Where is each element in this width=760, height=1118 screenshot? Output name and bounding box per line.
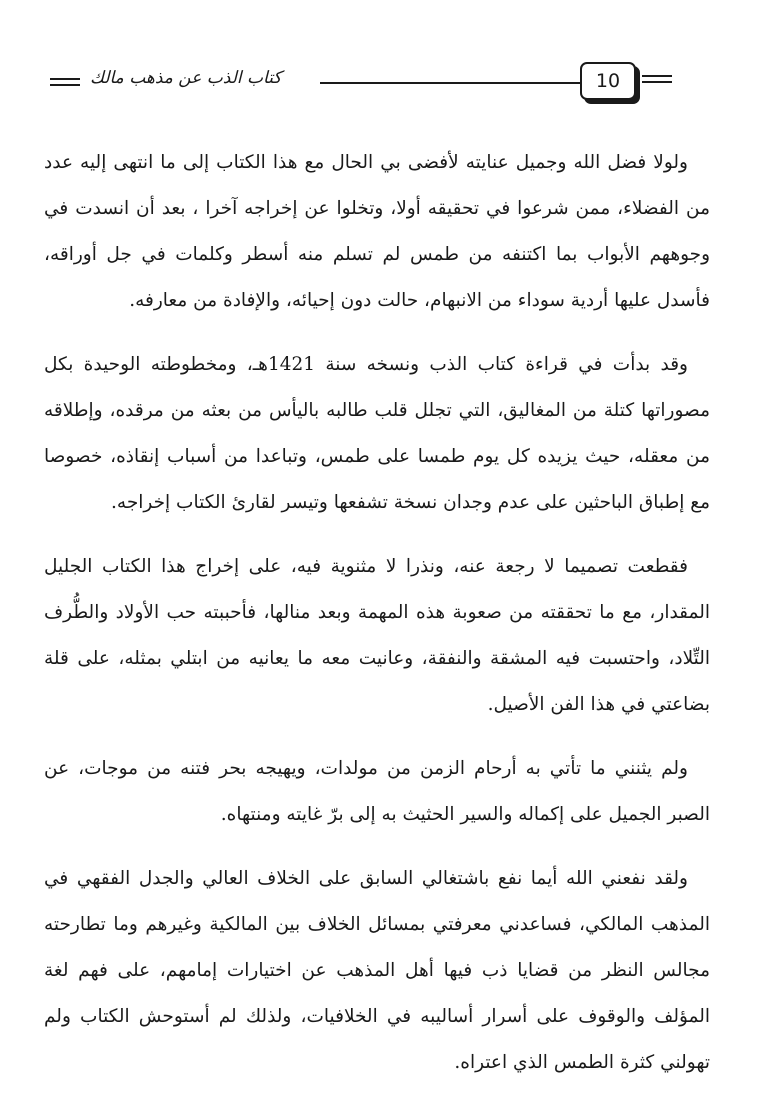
paragraph-1: ولولا فضل الله وجميل عنايته لأفضى بي الحال مع هذا الكتاب إلى ما انتهى إليه عدد من الفضلاء، ممن شرعوا في تحقيقه أولا، وتخلوا عن إخراجه آخرا ، بعد أن انسدت في وجوههم الأبواب بما اكتنفه من طمس لم تسلم منه أسطر وكلمات في جل أوراقه، فأسدل عليها أردية سوداء من الانبهام، حالت دون إحيائه، والإفادة من معارفه. [44, 152, 710, 311]
page-header [50, 62, 715, 102]
page-number: 10 [580, 62, 636, 100]
paragraph-4: ولم يثنني ما تأتي به أرحام الزمن من مولدات، ويهيجه بحر فتنه من موجات، عن الصبر الجميل على إكماله والسير الحثيث به إلى برّ غايته ومنتهاه. [44, 758, 710, 825]
paragraph-5: ولقد نفعني الله أيما نفع باشتغالي السابق على الخلاف العالي والجدل الفقهي في المذهب المالكي، فساعدني معرفتي بمسائل الخلاف بين المالكية وغيرهم وما تطارحته مجالس النظر من قضايا ذب فيها أهل المذهب عن اختيارات إمامهم، على فهم لغة المؤلف والوقوف على أسرار أساليبه في الخلافيات، ولذلك لم أستوحش الكتاب ولم تهولني كثرة الطمس الذي اعتراه. [44, 868, 710, 1073]
running-title: كتاب الذب عن مذهب مالك [90, 68, 282, 88]
body-text [44, 140, 710, 1104]
header-double-rule-left [50, 78, 80, 90]
header-rule [320, 82, 580, 84]
paragraph-2: وقد بدأت في قراءة كتاب الذب ونسخه سنة 1421هـ، ومخطوطته الوحيدة بكل مصوراتها كتلة من المغاليق، التي تجلل قلب طالبه باليأس من بعثه من مرقده، وإطلاقه من معقله، حيث يزيده كل يوم طمسا على طمس، وتباعدا من أسباب إنقاذه، خصوصا مع إطباق الباحثين على عدم وجدان نسخة تشفعها وتيسر لقارئ الكتاب إخراجه. [44, 354, 710, 513]
paragraph-3: فقطعت تصميما لا رجعة عنه، ونذرا لا مثنوية فيه، على إخراج هذا الكتاب الجليل المقدار، مع ما تحققته من صعوبة هذه المهمة وبعد منالها، فأحببته حب الأولاد والطُّرف التِّلاد، واحتسبت فيه المشقة والنفقة، وعانيت معه ما يعانيه من ابتلي بمثله، على قلة بضاعتي في هذا الفن الأصيل. [44, 556, 710, 715]
header-double-rule-right [642, 75, 672, 87]
